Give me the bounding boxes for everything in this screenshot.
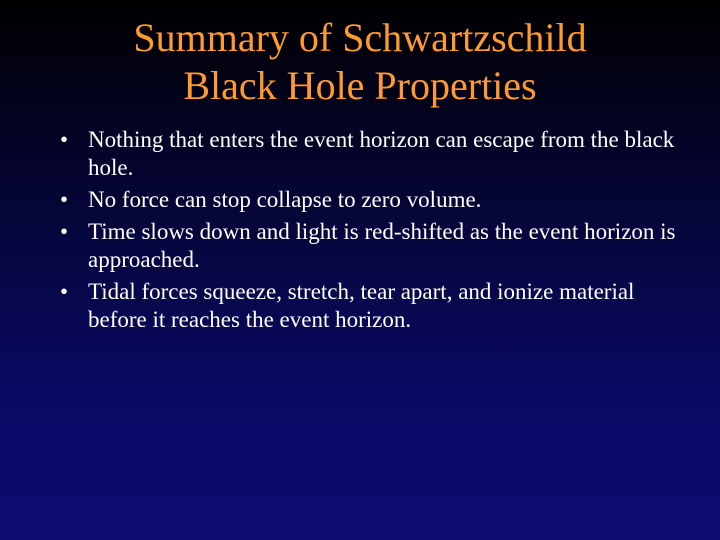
slide-title-line-2: Black Hole Properties <box>183 63 537 108</box>
slide-title <box>40 14 680 110</box>
bullet-item <box>60 186 680 214</box>
bullet-text: Time slows down and light is red-shifted as the event horizon is approached. <box>88 219 676 272</box>
bullet-text: Nothing that enters the event horizon can escape from the black hole. <box>88 127 675 180</box>
bullet-text: No force can stop collapse to zero volume. <box>88 187 482 212</box>
bullet-icon: • <box>60 279 69 304</box>
bullet-icon: • <box>60 127 69 152</box>
slide-title-line-1: Summary of Schwartzschild <box>133 15 587 60</box>
bullet-item <box>60 278 680 334</box>
bullet-item <box>60 126 680 182</box>
bullet-icon: • <box>60 187 69 212</box>
bullet-list <box>60 126 680 338</box>
bullet-text: Tidal forces squeeze, stretch, tear apart, and ionize material before it reaches the event horizon. <box>88 279 635 332</box>
bullet-icon: • <box>60 219 69 244</box>
bullet-item <box>60 218 680 274</box>
